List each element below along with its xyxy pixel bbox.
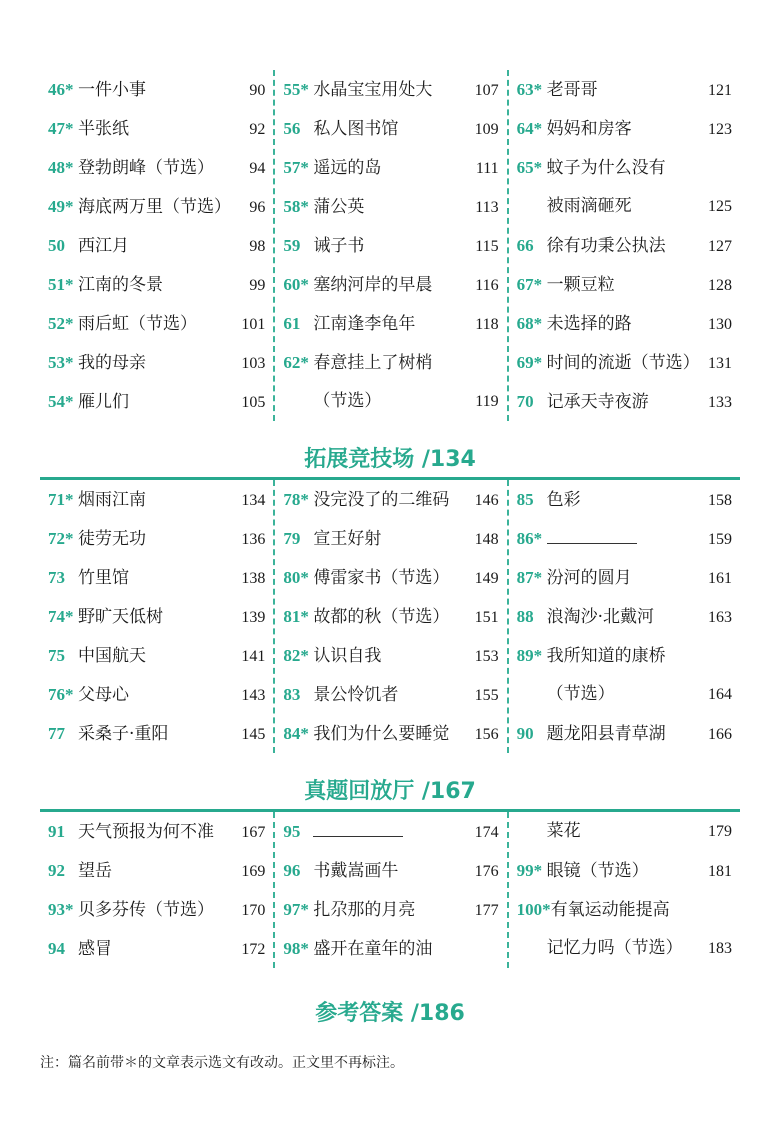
entry-title: （节选）	[546, 684, 615, 704]
entry-number: 95	[283, 822, 301, 841]
toc-entry[interactable]	[517, 929, 732, 968]
entry-title: 我的母亲	[78, 353, 146, 373]
footnote: 注：篇名前带＊的文章表示选文有改动。正文里不再标注。	[40, 1055, 404, 1071]
toc-entry[interactable]	[517, 187, 732, 226]
entry-title	[547, 520, 700, 559]
toc-entry[interactable]	[517, 480, 732, 519]
entry-title: 雁儿们	[78, 392, 129, 412]
toc-entry[interactable]	[48, 636, 265, 675]
entry-page: 176	[474, 863, 499, 880]
toc-entry[interactable]	[517, 812, 732, 851]
entry-title: 遥远的岛	[313, 158, 382, 178]
toc-entry[interactable]	[283, 382, 498, 421]
entry-page: 123	[707, 121, 732, 138]
toc-entry[interactable]	[283, 109, 498, 148]
entry-title: 有氧运动能提高	[550, 900, 670, 920]
entry-title: 中国航天	[78, 646, 146, 666]
entry-title: 徐有功秉公执法	[546, 236, 666, 256]
entry-number: 84*	[283, 724, 309, 743]
toc-entry[interactable]	[283, 480, 498, 519]
entry-page: 115	[475, 238, 499, 255]
entry-page: 141	[241, 648, 266, 665]
entry-title: 半张纸	[78, 119, 129, 139]
entry-page: 134	[241, 492, 266, 509]
toc-column	[273, 812, 506, 968]
entry-title: 海底两万里（节选）	[78, 197, 231, 217]
toc-column	[507, 480, 740, 753]
toc-entry[interactable]	[283, 675, 498, 714]
entry-title: 一件小事	[78, 80, 146, 100]
toc-entry[interactable]	[283, 70, 498, 109]
toc-entry[interactable]	[517, 890, 732, 929]
entry-number: 66	[516, 236, 534, 255]
entry-number: 99*	[516, 861, 543, 880]
toc-entry[interactable]	[48, 187, 265, 226]
toc-entry[interactable]	[283, 343, 498, 382]
entry-number: 85	[516, 490, 534, 509]
entry-page: 145	[241, 726, 266, 743]
entry-number: 56	[283, 119, 301, 138]
entry-number: 58*	[283, 197, 309, 216]
toc-entry[interactable]	[283, 304, 498, 343]
blank-line	[313, 818, 403, 837]
entry-page: 94	[249, 160, 266, 177]
entry-title: 时间的流逝（节选）	[546, 353, 700, 373]
toc-entry[interactable]	[517, 304, 732, 343]
toc-entry[interactable]	[517, 714, 732, 753]
entry-title: 妈妈和房客	[546, 119, 632, 139]
toc-column	[273, 70, 506, 421]
section-header-expand	[40, 440, 740, 480]
entry-page: 138	[241, 570, 266, 587]
entry-number: 76*	[48, 685, 74, 704]
toc-entry[interactable]	[48, 558, 265, 597]
entry-title: 感冒	[78, 939, 112, 959]
entry-number: 53*	[48, 353, 74, 372]
toc-entry[interactable]	[283, 929, 498, 968]
entry-title: 竹里馆	[78, 568, 129, 588]
entry-number: 48*	[48, 158, 74, 177]
entry-page: 109	[474, 121, 499, 138]
entry-title: 眼镜（节选）	[546, 861, 649, 881]
entry-title: 被雨滴砸死	[546, 196, 632, 216]
toc-entry[interactable]	[48, 597, 265, 636]
entry-page: 98	[249, 238, 266, 255]
toc-entry[interactable]	[517, 343, 732, 382]
toc-entry[interactable]	[48, 226, 265, 265]
entry-title: 塞纳河岸的早晨	[313, 275, 433, 295]
entry-title: 西江月	[78, 236, 129, 256]
entry-title: 老哥哥	[546, 80, 598, 100]
entry-title: 蒲公英	[313, 197, 365, 217]
entry-page: 113	[475, 199, 499, 216]
entry-number: 59	[283, 236, 301, 255]
entry-number: 60*	[283, 275, 309, 294]
entry-title: 浪淘沙·北戴河	[546, 607, 655, 627]
entry-number: 86*	[516, 529, 543, 548]
toc-column	[40, 70, 273, 421]
toc-entry[interactable]	[283, 597, 498, 636]
entry-page: 158	[707, 492, 732, 509]
entry-page: 99	[249, 277, 266, 294]
entry-page: 90	[249, 82, 266, 99]
entry-page: 149	[474, 570, 499, 587]
entry-page: 139	[241, 609, 266, 626]
entry-number: 92	[48, 861, 65, 880]
entry-title: 雨后虹（节选）	[78, 314, 197, 334]
section-title: 真题回放厅 /167	[304, 779, 476, 804]
entry-page: 103	[241, 355, 266, 372]
entry-page: 181	[707, 863, 732, 880]
entry-page: 163	[707, 609, 732, 626]
toc-entry[interactable]	[48, 714, 265, 753]
toc-entry[interactable]	[283, 812, 498, 851]
entry-number: 89*	[516, 646, 543, 665]
entry-number: 77	[48, 724, 65, 743]
toc-entry[interactable]	[283, 714, 498, 753]
toc-entry[interactable]	[283, 148, 498, 187]
entry-title: 野旷天低树	[78, 607, 163, 627]
entry-page: 101	[241, 316, 266, 333]
toc-entry[interactable]	[48, 519, 265, 558]
entry-page: 146	[474, 492, 499, 509]
toc-entry[interactable]	[517, 109, 732, 148]
toc-entry[interactable]	[48, 812, 265, 851]
entry-title: 盛开在童年的油	[313, 939, 433, 959]
entry-title: 水晶宝宝用处大	[313, 80, 433, 100]
entry-number: 49*	[48, 197, 74, 216]
entry-title: 我所知道的康桥	[546, 646, 666, 666]
entry-number: 68*	[516, 314, 543, 333]
entry-page: 156	[474, 726, 499, 743]
toc-entry[interactable]	[517, 675, 732, 714]
entry-page: 179	[707, 823, 732, 840]
toc-entry[interactable]	[48, 890, 265, 929]
toc-block-3	[40, 812, 740, 968]
entry-title: 没完没了的二维码	[313, 490, 450, 510]
toc-entry[interactable]	[48, 265, 265, 304]
entry-page: 166	[707, 726, 732, 743]
entry-number: 87*	[516, 568, 543, 587]
entry-number: 67*	[516, 275, 543, 294]
entry-title: 江南逢李龟年	[313, 314, 416, 334]
toc-column	[507, 812, 740, 968]
entry-title: 诫子书	[313, 236, 365, 256]
entry-number: 65*	[516, 158, 543, 177]
entry-number: 70	[516, 392, 534, 411]
toc-entry[interactable]	[517, 519, 732, 558]
toc-column	[40, 480, 273, 753]
toc-entry[interactable]	[48, 304, 265, 343]
entry-number: 55*	[283, 80, 309, 99]
entry-title: 故都的秋（节选）	[313, 607, 450, 627]
section-title: 拓展竞技场 /134	[304, 447, 476, 472]
entry-title: 私人图书馆	[313, 119, 399, 139]
entry-number: 90	[516, 724, 534, 743]
entry-page: 125	[707, 198, 732, 215]
entry-number: 51*	[48, 275, 74, 294]
entry-title: 天气预报为何不准	[78, 822, 214, 842]
entry-page: 169	[241, 863, 266, 880]
entry-title: 蚊子为什么没有	[546, 158, 666, 178]
entry-number: 54*	[48, 392, 74, 411]
toc-entry[interactable]	[48, 851, 265, 890]
entry-page: 167	[241, 824, 266, 841]
entry-page: 161	[707, 570, 732, 587]
entry-title: 我们为什么要睡觉	[313, 724, 450, 744]
entry-title: 江南的冬景	[78, 275, 163, 295]
entry-number: 73	[48, 568, 65, 587]
entry-number: 80*	[283, 568, 309, 587]
entry-number: 50	[48, 236, 65, 255]
toc-entry[interactable]	[283, 226, 498, 265]
entry-title: 徒劳无功	[78, 529, 146, 549]
entry-number: 93*	[48, 900, 74, 919]
entry-number: 100*	[516, 900, 551, 919]
entry-page: 153	[474, 648, 499, 665]
entry-number: 82*	[283, 646, 309, 665]
entry-title: 烟雨江南	[78, 490, 146, 510]
entry-page: 136	[241, 531, 266, 548]
toc-entry[interactable]	[517, 558, 732, 597]
entry-page: 116	[475, 277, 499, 294]
toc-entry[interactable]	[517, 148, 732, 187]
entry-title: 春意挂上了树梢	[313, 353, 433, 373]
entry-title: 傅雷家书（节选）	[313, 568, 450, 588]
entry-title: 记承天寺夜游	[546, 392, 649, 412]
toc-entry[interactable]	[48, 675, 265, 714]
entry-page: 172	[241, 941, 266, 958]
entry-number: 57*	[283, 158, 309, 177]
entry-number: 69*	[516, 353, 543, 372]
entry-page: 155	[474, 687, 499, 704]
toc-entry[interactable]	[517, 265, 732, 304]
entry-number: 78*	[283, 490, 309, 509]
entry-number: 74*	[48, 607, 74, 626]
entry-number: 75	[48, 646, 65, 665]
entry-page: 174	[474, 824, 499, 841]
section-header-exam	[40, 772, 740, 812]
entry-title: 认识自我	[313, 646, 382, 666]
entry-number: 52*	[48, 314, 74, 333]
toc-entry[interactable]	[48, 70, 265, 109]
toc-column	[40, 812, 273, 968]
entry-page: 127	[707, 238, 732, 255]
entry-title: 贝多芬传（节选）	[78, 900, 214, 920]
entry-page: 111	[475, 160, 499, 177]
entry-page: 92	[249, 121, 266, 138]
toc-block-1	[40, 70, 740, 421]
toc-entry[interactable]	[48, 382, 265, 421]
toc-column	[507, 70, 740, 421]
entry-title: 采桑子·重阳	[78, 724, 169, 744]
entry-page: 130	[707, 316, 732, 333]
toc-entry[interactable]	[517, 597, 732, 636]
entry-number: 96	[283, 861, 301, 880]
entry-page: 105	[241, 394, 266, 411]
entry-number: 62*	[283, 353, 309, 372]
toc-entry[interactable]	[517, 382, 732, 421]
toc-entry[interactable]	[48, 148, 265, 187]
entry-page: 131	[707, 355, 732, 372]
entry-page: 143	[241, 687, 266, 704]
entry-number: 98*	[283, 939, 309, 958]
entry-page: 128	[707, 277, 732, 294]
entry-number: 46*	[48, 80, 74, 99]
toc-entry[interactable]	[283, 558, 498, 597]
entry-title: 望岳	[78, 861, 112, 881]
entry-number: 72*	[48, 529, 74, 548]
toc-entry[interactable]	[283, 890, 498, 929]
toc-entry[interactable]	[283, 187, 498, 226]
entry-page: 107	[474, 82, 499, 99]
entry-page: 121	[707, 82, 732, 99]
entry-number: 71*	[48, 490, 74, 509]
entry-number: 81*	[283, 607, 309, 626]
entry-title: 题龙阳县青草湖	[546, 724, 666, 744]
entry-title: 菜花	[546, 821, 581, 841]
toc-column	[273, 480, 506, 753]
entry-page: 148	[474, 531, 499, 548]
entry-page: 183	[707, 940, 732, 957]
entry-title: 书戴嵩画牛	[313, 861, 399, 881]
entry-page: 177	[474, 902, 499, 919]
toc-entry[interactable]	[517, 70, 732, 109]
entry-page: 151	[474, 609, 499, 626]
toc-entry[interactable]	[517, 851, 732, 890]
entry-title: 一颗豆粒	[546, 275, 615, 295]
entry-number: 97*	[283, 900, 309, 919]
entry-title: 色彩	[546, 490, 581, 510]
toc-entry[interactable]	[48, 109, 265, 148]
entry-title: 记忆力吗（节选）	[546, 938, 683, 958]
entry-title: 汾河的圆月	[546, 568, 632, 588]
entry-title: 景公怜饥者	[313, 685, 399, 705]
entry-title: 父母心	[78, 685, 129, 705]
entry-page: 96	[249, 199, 266, 216]
entry-number: 64*	[516, 119, 543, 138]
toc-entry[interactable]	[283, 636, 498, 675]
blank-line	[547, 525, 637, 544]
entry-title: （节选）	[313, 391, 382, 411]
toc-entry[interactable]	[283, 265, 498, 304]
entry-page: 118	[475, 316, 499, 333]
toc-block-2	[40, 480, 740, 753]
toc-entry[interactable]	[283, 519, 498, 558]
entry-page: 170	[241, 902, 266, 919]
entry-title: 宣王好射	[313, 529, 382, 549]
entry-title: 未选择的路	[546, 314, 632, 334]
entry-number: 94	[48, 939, 65, 958]
entry-number: 88	[516, 607, 534, 626]
entry-page: 119	[475, 393, 499, 410]
entry-title: 扎尕那的月亮	[313, 900, 416, 920]
toc-entry[interactable]	[517, 226, 732, 265]
toc-entry[interactable]	[48, 480, 265, 519]
toc-entry[interactable]	[48, 343, 265, 382]
entry-number: 83	[283, 685, 301, 704]
entry-page: 133	[707, 394, 732, 411]
entry-number: 61	[283, 314, 301, 333]
toc-entry[interactable]	[517, 636, 732, 675]
entry-number: 79	[283, 529, 301, 548]
entry-number: 63*	[516, 80, 543, 99]
toc-entry[interactable]	[48, 929, 265, 968]
entry-title: 登勃朗峰（节选）	[78, 158, 214, 178]
toc-entry[interactable]	[283, 851, 498, 890]
entry-number: 91	[48, 822, 65, 841]
answers-title: 参考答案 /186	[315, 1001, 465, 1026]
entry-title	[313, 813, 466, 852]
entry-number: 47*	[48, 119, 74, 138]
entry-page: 164	[707, 686, 732, 703]
entry-page: 159	[707, 531, 732, 548]
